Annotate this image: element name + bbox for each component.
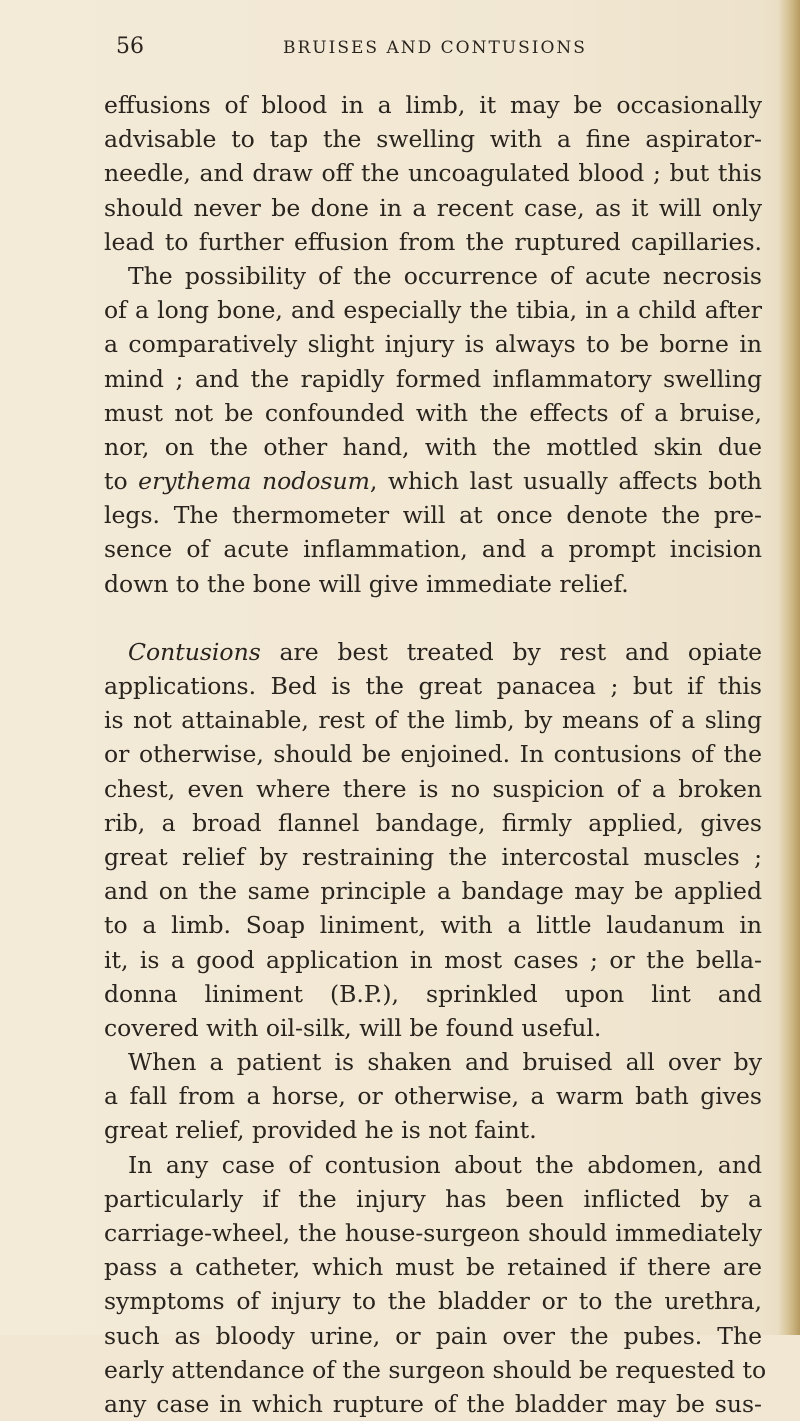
text-line: chest, even where there is no suspicion of a broken (104, 774, 762, 803)
text-line: covered with oil-silk, will be found useful. (104, 1013, 602, 1042)
text-line: legs. The thermometer will at once denote the pre- (104, 501, 762, 530)
text-line: symptoms of injury to the bladder or to the urethra, (104, 1287, 762, 1316)
text-line: it, is a good application in most cases ; or the bella- (104, 945, 762, 974)
text-line: The possibility of the occurrence of acute necrosis (128, 261, 762, 290)
text-line: needle, and draw off the uncoagulated blood ; but this (104, 159, 762, 188)
text-line: In any case of contusion about the abdomen, and (128, 1150, 762, 1179)
text-line: to a limb. Soap liniment, with a little laudanum in (104, 911, 762, 940)
text-line: mind ; and the rapidly formed inflammatory swelling (104, 364, 762, 393)
text-line: any case in which rupture of the bladder may be sus- (104, 1389, 762, 1418)
text-line: donna liniment (B.P.), sprinkled upon lint and (104, 979, 762, 1008)
text-line: When a patient is shaken and bruised all over by (128, 1048, 762, 1077)
page-edge-shadow (778, 0, 800, 1335)
text-line: sence of acute inflammation, and a prompt incision (104, 535, 762, 564)
text-line: or otherwise, should be enjoined. In contusions of the (104, 740, 762, 769)
running-title: BRUISES AND CONTUSIONS (283, 38, 587, 58)
text-line: rib, a broad flannel bandage, firmly applied, gives (104, 808, 762, 837)
text-line: must not be confounded with the effects of a bruise, (104, 398, 762, 427)
text-line: lead to further effusion from the ruptured capillaries. (104, 227, 762, 256)
text-line: applications. Bed is the great panacea ; but if this (104, 672, 762, 700)
text-line: and on the same principle a bandage may be applied (104, 877, 762, 906)
text-line: of a long bone, and especially the tibia, in a child after (104, 296, 762, 325)
text-line: nor, on the other hand, with the mottled skin due (104, 432, 762, 461)
text-line: a comparatively slight injury is always to be borne in (104, 330, 762, 359)
text-line: down to the bone will give immediate relief. (104, 569, 629, 598)
text-line: should never be done in a recent case, as it will only (104, 193, 762, 222)
text-line: Contusions are best treated by rest and opiate (128, 637, 762, 666)
text-line: a fall from a horse, or otherwise, a warm bath gives (104, 1082, 762, 1111)
text-line: advisable to tap the swelling with a fine aspirator- (104, 125, 762, 154)
body-text (104, 88, 767, 1421)
text-line: early attendance of the surgeon should be requested to (104, 1355, 767, 1384)
text-line: great relief by restraining the intercostal muscles ; (104, 842, 762, 871)
text-line: to erythema nodosum, which last usually affects both (104, 467, 763, 496)
text-line: pass a catheter, which must be retained if there are (104, 1253, 762, 1282)
text-line: is not attainable, rest of the limb, by means of a sling (104, 706, 762, 735)
text-line: effusions of blood in a limb, it may be occasionally (104, 91, 762, 119)
text-line: carriage-wheel, the house-surgeon should immediately (104, 1219, 762, 1247)
text-line: such as bloody urine, or pain over the pubes. The (104, 1321, 762, 1350)
text-line: great relief, provided he is not faint. (104, 1116, 537, 1145)
page-number: 56 (116, 34, 144, 59)
text-line: particularly if the injury has been inflicted by a (104, 1184, 762, 1213)
